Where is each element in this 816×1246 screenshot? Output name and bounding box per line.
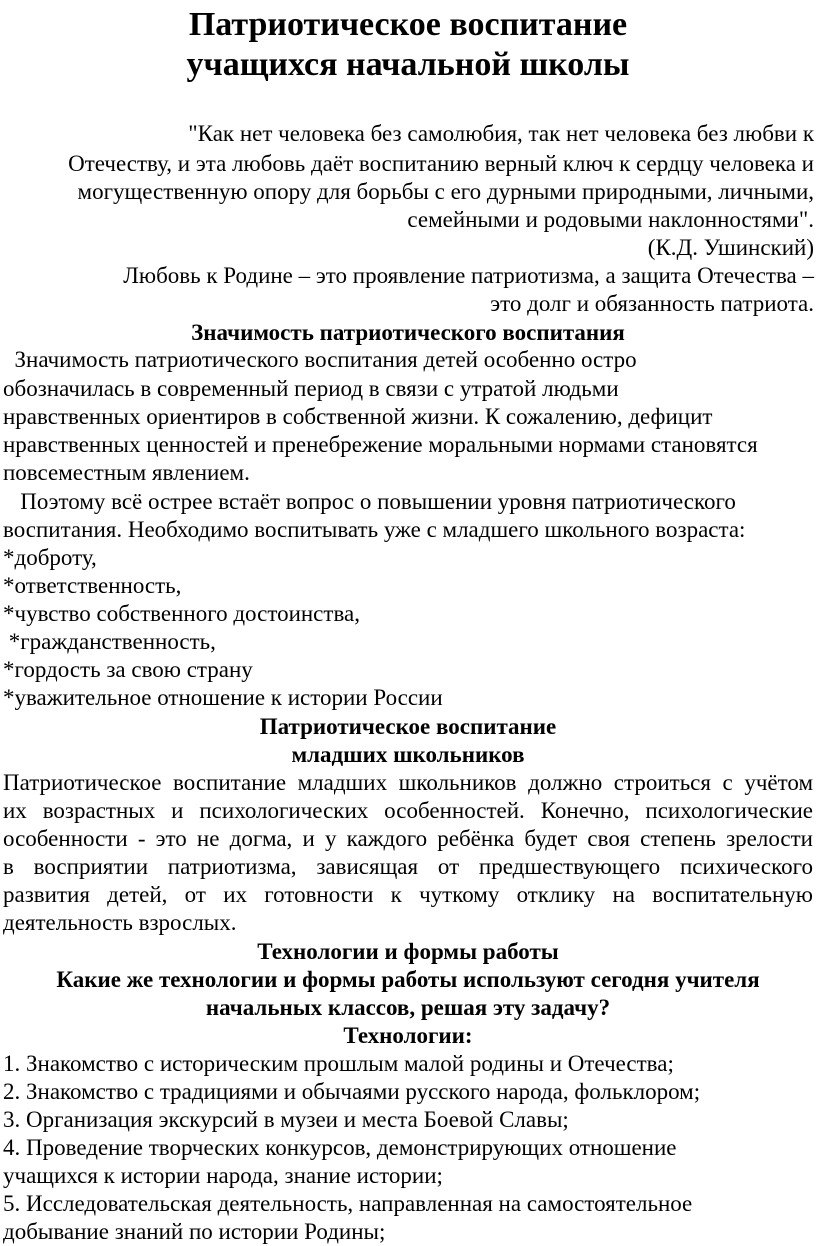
section-heading-significance: Значимость патриотического воспитания	[191, 320, 625, 345]
paragraph-line: воспитания. Необходимо воспитывать уже с младшего школьного возраста:	[3, 517, 746, 542]
paragraph-line: Значимость патриотического воспитания детей особенно остро	[3, 347, 637, 372]
section-question-line-2: начальных классов, решая эту задачу?	[205, 995, 611, 1020]
paragraph-line: повсеместным явлением.	[3, 460, 250, 485]
section-heading-primary-pupils-line-1: Патриотическое воспитание	[259, 714, 557, 739]
numbered-item: 2. Знакомство с традициями и обычаями русского народа, фольклором;	[3, 1079, 701, 1104]
paragraph-line: нравственных ценностей и пренебрежение моральными нормами становятся	[3, 432, 758, 457]
paragraph-line: нравственных ориентиров в собственной жизни. К сожалению, дефицит	[3, 404, 713, 429]
list-item: *доброту,	[3, 545, 97, 570]
document-title-line-1: Патриотическое воспитание	[188, 6, 628, 43]
paragraph-line: развития детей, от их готовности к чуткому отклику на воспитательную	[3, 882, 813, 907]
epigraph-line: "Как нет человека без самолюбия, так нет человека без любви к	[188, 121, 814, 146]
motto-line: это долг и обязанность патриота.	[490, 291, 814, 316]
section-heading-technologies: Технологии и формы работы	[257, 939, 559, 964]
numbered-item: 5. Исследовательская деятельность, направленная на самостоятельное	[3, 1191, 693, 1216]
paragraph-line: Поэтому всё острее встаёт вопрос о повышении уровня патриотического	[3, 489, 736, 514]
paragraph-line: Патриотическое воспитание младших школьников должно строиться с учётом	[3, 770, 813, 795]
epigraph-line: Отечеству, и эта любовь даёт воспитанию верный ключ к сердцу человека и	[68, 151, 814, 176]
paragraph-line: в восприятии патриотизма, зависящая от предшествующего психического	[3, 854, 813, 879]
list-item: *ответственность,	[3, 573, 182, 598]
motto-line: Любовь к Родине – это проявление патриотизма, а защита Отечества –	[123, 263, 814, 288]
list-item: *гражданственность,	[3, 629, 216, 654]
paragraph-line: особенности - это не догма, и у каждого ребёнка будет своя степень зрелости	[3, 826, 813, 851]
list-item: *чувство собственного достоинства,	[3, 601, 360, 626]
section-subheading-technologies: Технологии:	[343, 1023, 473, 1048]
epigraph-line: семейными и родовыми наклонностями".	[407, 207, 814, 232]
list-item: *уважительное отношение к истории России	[3, 685, 443, 710]
numbered-item: 1. Знакомство с историческим прошлым малой родины и Отечества;	[3, 1051, 674, 1076]
list-item: *гордость за свою страну	[3, 657, 253, 682]
paragraph-line: обозначилась в современный период в связи с утратой людьми	[3, 376, 619, 401]
numbered-item: 4. Проведение творческих конкурсов, демонстрирующих отношение	[3, 1135, 677, 1160]
epigraph-author: (К.Д. Ушинский)	[647, 235, 814, 260]
section-heading-primary-pupils-line-2: младших школьников	[291, 742, 525, 767]
section-question-line-1: Какие же технологии и формы работы используют сегодня учителя	[56, 967, 760, 992]
document-title-line-2: учащихся начальной школы	[186, 46, 630, 83]
paragraph-line: деятельность взрослых.	[3, 910, 237, 935]
numbered-item: 3. Организация экскурсий в музеи и места Боевой Славы;	[3, 1107, 569, 1132]
numbered-item-continuation: добывание знаний по истории Родины;	[3, 1219, 386, 1244]
numbered-item-continuation: учащихся к истории народа, знание истории;	[3, 1163, 443, 1188]
epigraph-line: могущественную опору для борьбы с его дурными природными, личными,	[77, 179, 814, 204]
paragraph-line: их возрастных и психологических особенностей. Конечно, психологические	[3, 798, 813, 823]
